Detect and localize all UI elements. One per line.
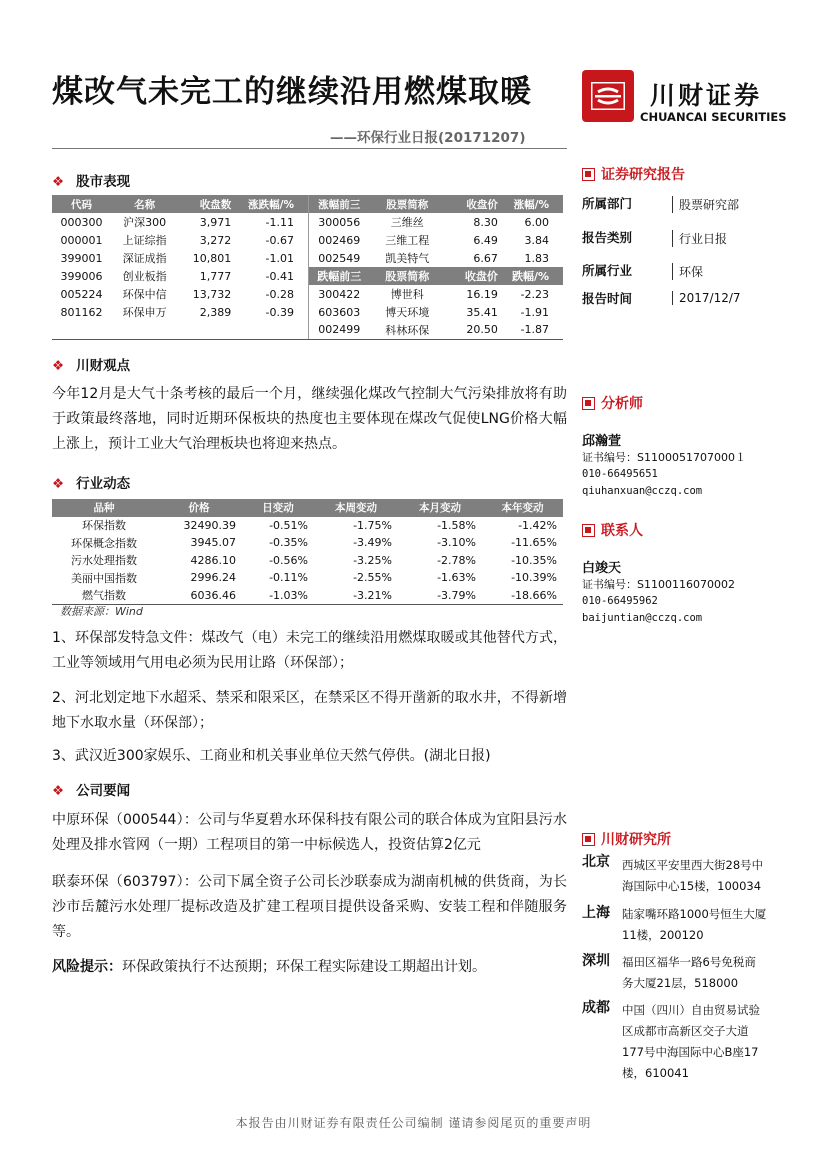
diamond-bullet-icon: ❖ <box>52 783 65 799</box>
col-header: 涨幅/% <box>502 195 563 213</box>
analyst-phone: 010-66495651 <box>582 468 658 480</box>
risk-text: 环保政策执行不达预期；环保工程实际建设工期超出计划。 <box>122 959 486 975</box>
col-header: 跌幅前三 <box>308 267 369 285</box>
meta-key: 所属行业 <box>582 263 633 278</box>
contact-heading: 联系人 <box>582 520 643 540</box>
box-bullet-icon <box>582 397 595 410</box>
office-address: 中国（四川）自由贸易试验 区成都市高新区交子大道 177号中海国际中心B座17 楼，610041 <box>622 1003 760 1080</box>
contact-name: 白竣天 <box>582 561 622 576</box>
table-row: 399001 深证成指 10,801 -1.01 002549 凯美特气 6.67 1.83 <box>52 249 563 267</box>
office-city: 上海 <box>582 905 610 921</box>
view-heading: ❖ 川财观点 <box>52 358 131 374</box>
contact-email[interactable]: baijuntian@cczq.com <box>582 612 703 624</box>
col-header: 本周变动 <box>314 499 398 517</box>
table-row: 002499 科林环保 20.50 -1.87 <box>52 321 563 339</box>
table-row: 美丽中国指数 2996.24 -0.11% -2.55% -1.63% -10.39% <box>71 571 557 585</box>
meta-value: 环保 <box>672 263 703 280</box>
col-header: 品种 <box>52 499 156 517</box>
analyst-heading: 分析师 <box>582 393 643 413</box>
brand-name-en: CHUANCAI SECURITIES <box>640 110 787 124</box>
table-header-row <box>52 499 563 517</box>
table-header-row <box>52 195 563 213</box>
col-header: 涨跌幅/% <box>235 195 308 213</box>
data-source-note: 数据来源：Wind <box>60 605 143 618</box>
analyst-cert: 证书编号：S1100051707000１ <box>582 451 746 464</box>
industry-table <box>52 499 563 605</box>
institute-heading: 川财研究所 <box>582 829 671 849</box>
col-header: 跌幅/% <box>502 267 563 285</box>
news-item: 1、环保部发特急文件：煤改气（电）未完工的继续沿用燃煤取暖或其他替代方式，工业等领域用气用电必须为民用让路（环保部）； <box>52 630 567 671</box>
diamond-bullet-icon: ❖ <box>52 174 65 190</box>
col-header: 本月变动 <box>398 499 482 517</box>
brand-logo-icon <box>582 70 634 122</box>
col-header: 名称 <box>111 195 178 213</box>
table-row: 005224 环保中信 13,732 -0.28 300422 博世科 16.19 -2.23 <box>52 285 563 303</box>
office-address: 陆家嘴环路1000号恒生大厦 11楼，200120 <box>622 907 767 942</box>
col-header: 本年变动 <box>482 499 563 517</box>
view-paragraph: 今年12月是大气十条考核的最后一个月，继续强化煤改气控制大气污染排放将有助于政策最终落地，同时近期环保板块的热度也主要体现在煤改气促使LNG价格大幅上涨上，预计工业大气治理板块也将迎来热点。 <box>52 386 567 452</box>
analyst-name: 邱瀚萱 <box>582 434 622 449</box>
col-header: 股票简称 <box>370 267 445 285</box>
table-row: 000300 沪深300 3,971 -1.11 300056 三维丝 8.30 6.00 <box>52 213 563 231</box>
office-city: 成都 <box>582 1000 610 1016</box>
market-table <box>52 195 563 340</box>
office-city: 深圳 <box>582 953 610 969</box>
meta-value: 2017/12/7 <box>672 291 741 305</box>
box-bullet-icon <box>582 524 595 537</box>
table-row: 399006 创业板指 1,777 -0.41 跌幅前三 股票简称 收盘价 跌幅/% <box>52 267 563 285</box>
company-news-item: 联泰环保（603797）：公司下属全资子公司长沙联泰成为湖南机械的供货商，为长沙市岳麓污水处理厂提标改造及扩建工程项目提供设备采购、安装工程和伴随服务等。 <box>52 874 567 940</box>
report-subtitle: ——环保行业日报(20171207) <box>330 130 526 146</box>
news-item: 3、武汉近300家娱乐、工商业和机关事业单位天然气停供。(湖北日报) <box>52 748 491 764</box>
meta-value: 行业日报 <box>672 230 727 247</box>
diamond-bullet-icon: ❖ <box>52 476 65 492</box>
meta-key: 报告时间 <box>582 291 633 306</box>
office-city: 北京 <box>582 854 610 870</box>
market-heading: ❖ 股市表现 <box>52 174 131 190</box>
meta-key: 所属部门 <box>582 196 633 211</box>
col-header: 收盘价 <box>445 267 502 285</box>
contact-phone: 010-66495962 <box>582 595 658 607</box>
box-bullet-icon <box>582 168 595 181</box>
report-heading: 证券研究报告 <box>582 164 685 184</box>
report-title: 煤改气未完工的继续沿用燃煤取暖 <box>52 74 532 110</box>
brand-name-cn: 川财证券 <box>650 81 763 110</box>
meta-value: 股票研究部 <box>672 196 739 213</box>
industry-heading: ❖ 行业动态 <box>52 476 131 492</box>
risk-label: 风险提示： <box>52 959 122 975</box>
table-row: 801162 环保申万 2,389 -0.39 603603 博天环境 35.41 -1.91 <box>52 303 563 321</box>
analyst-email[interactable]: qiuhanxuan@cczq.com <box>582 485 703 497</box>
col-header: 价格 <box>156 499 242 517</box>
table-row: 000001 上证综指 3,272 -0.67 002469 三维工程 6.49 3.84 <box>52 231 563 249</box>
office-address: 西城区平安里西大街28号中 海国际中心15楼，100034 <box>622 858 764 893</box>
meta-key: 报告类别 <box>582 230 633 245</box>
contact-cert: 证书编号：S1100116070002 <box>582 578 735 591</box>
company-news-item: 中原环保（000544）：公司与华夏碧水环保科技有限公司的联合体成为宜阳县污水处理及排水管网（一期）工程项目的第一中标候选人，投资估算2亿元 <box>52 812 567 853</box>
table-row: 污水处理指数 4286.10 -0.56% -3.25% -2.78% -10.35% <box>71 553 557 568</box>
box-bullet-icon <box>582 833 595 846</box>
company-heading: ❖ 公司要闻 <box>52 783 131 799</box>
risk-warning <box>52 955 567 980</box>
col-header: 代码 <box>52 195 111 213</box>
table-row: 环保概念指数 3945.07 -0.35% -3.49% -3.10% -11.65% <box>71 536 557 550</box>
table-row: 环保指数 32490.39 -0.51% -1.75% -1.58% -1.42% <box>82 518 557 533</box>
col-header: 股票简称 <box>370 195 445 213</box>
col-header: 涨幅前三 <box>308 195 369 213</box>
diamond-bullet-icon: ❖ <box>52 358 65 374</box>
page-footer: 本报告由川财证券有限责任公司编制 谨请参阅尾页的重要声明 <box>235 1116 592 1130</box>
col-header: 收盘价 <box>445 195 502 213</box>
news-item: 2、河北划定地下水超采、禁采和限采区，在禁采区不得开凿新的取水井，不得新增地下水取水量（环保部）； <box>52 690 567 731</box>
divider <box>52 148 567 149</box>
col-header: 日变动 <box>242 499 314 517</box>
office-address: 福田区福华一路6号免税商 务大厦21层，518000 <box>622 955 756 990</box>
table-row: 燃气指数 6036.46 -1.03% -3.21% -3.79% -18.66% <box>52 587 563 605</box>
col-header: 收盘数 <box>178 195 235 213</box>
